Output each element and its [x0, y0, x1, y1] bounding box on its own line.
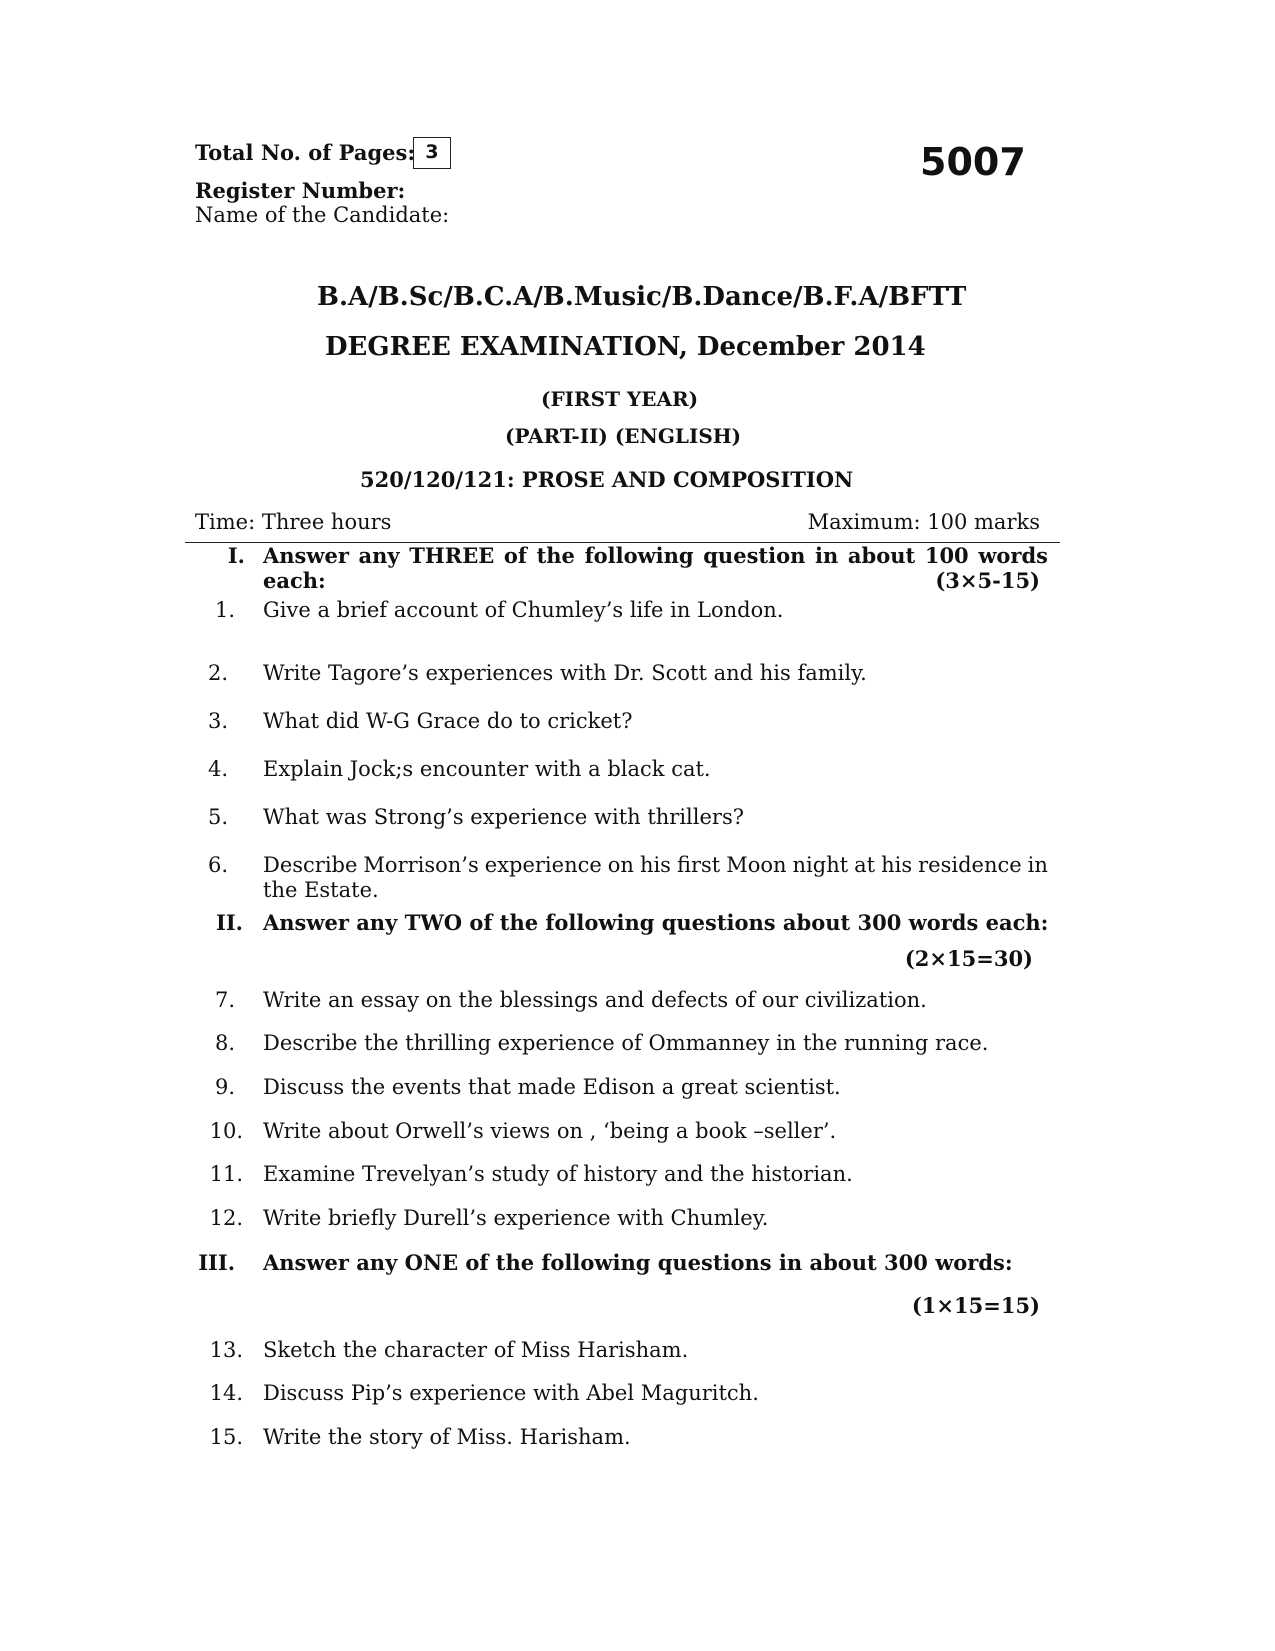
section-instruction: Answer any ONE of the following questions in about 300 words: [263, 1250, 1013, 1275]
question-number: 11. [209, 1162, 243, 1186]
year-subtitle: (FIRST YEAR) [541, 387, 699, 411]
exam-title: DEGREE EXAMINATION, December 2014 [325, 332, 926, 362]
section-marks: (3×5-15) [935, 568, 1040, 593]
paper-code: 5007 [920, 140, 1026, 184]
question-text: Give a brief account of Chumley’s life in London. [263, 598, 784, 622]
question-number: 14. [209, 1381, 243, 1405]
total-pages-label: Total No. of Pages: [195, 140, 416, 165]
candidate-name-label: Name of the Candidate: [195, 203, 450, 227]
question-text: Examine Trevelyan’s study of history and the historian. [263, 1162, 853, 1186]
section-instruction-cont: each: [263, 568, 326, 593]
section-instruction: Answer any THREE of the following question in about 100 words [263, 543, 1048, 568]
question-number: 12. [209, 1206, 243, 1230]
question-text: Discuss Pip’s experience with Abel Maguritch. [263, 1381, 759, 1405]
question-number: 10. [209, 1119, 243, 1143]
question-text-cont: the Estate. [263, 878, 379, 902]
question-number: 5. [207, 805, 228, 829]
question-text: Discuss the events that made Edison a great scientist. [263, 1075, 841, 1099]
question-number: 15. [209, 1425, 243, 1449]
paper-title: 520/120/121: PROSE AND COMPOSITION [360, 467, 854, 492]
question-number: 7. [214, 988, 235, 1012]
section-number: I. [227, 543, 245, 568]
question-text: Write about Orwell’s views on , ‘being a book –seller’. [263, 1119, 837, 1143]
question-text: Write the story of Miss. Harisham. [263, 1425, 631, 1449]
section-marks: (2×15=30) [904, 946, 1033, 971]
question-number: 8. [214, 1031, 235, 1055]
question-text: Sketch the character of Miss Harisham. [263, 1338, 689, 1362]
question-text: What did W-G Grace do to cricket? [263, 709, 633, 733]
part-subtitle: (PART-II) (ENGLISH) [505, 424, 742, 448]
question-number: 6. [207, 853, 228, 877]
question-number: 1. [214, 598, 235, 622]
question-text: Write Tagore’s experiences with Dr. Scott and his family. [263, 661, 867, 685]
question-text: Write an essay on the blessings and defects of our civilization. [263, 988, 927, 1012]
maximum-marks: Maximum: 100 marks [807, 510, 1040, 534]
question-text: Write briefly Durell’s experience with Chumley. [263, 1206, 769, 1230]
question-text: Explain Jock;s encounter with a black cat. [263, 757, 711, 781]
question-number: 3. [207, 709, 228, 733]
question-text: Describe the thrilling experience of Ommanney in the running race. [263, 1031, 989, 1055]
section-marks: (1×15=15) [911, 1293, 1040, 1318]
section-number: II. [216, 910, 243, 935]
question-text: Describe Morrison’s experience on his first Moon night at his residence in [263, 853, 1048, 877]
question-number: 4. [207, 757, 228, 781]
question-text: What was Strong’s experience with thrillers? [263, 805, 744, 829]
register-number-label: Register Number: [195, 178, 406, 203]
section-instruction: Answer any TWO of the following questions about 300 words each: [263, 910, 1049, 935]
total-pages-value: 3 [413, 137, 451, 169]
time-allowed: Time: Three hours [195, 510, 392, 534]
question-number: 9. [214, 1075, 235, 1099]
section-number: III. [198, 1250, 235, 1275]
question-number: 2. [207, 661, 228, 685]
degree-title: B.A/B.Sc/B.C.A/B.Music/B.Dance/B.F.A/BFTT [317, 282, 967, 312]
question-number: 13. [209, 1338, 243, 1362]
